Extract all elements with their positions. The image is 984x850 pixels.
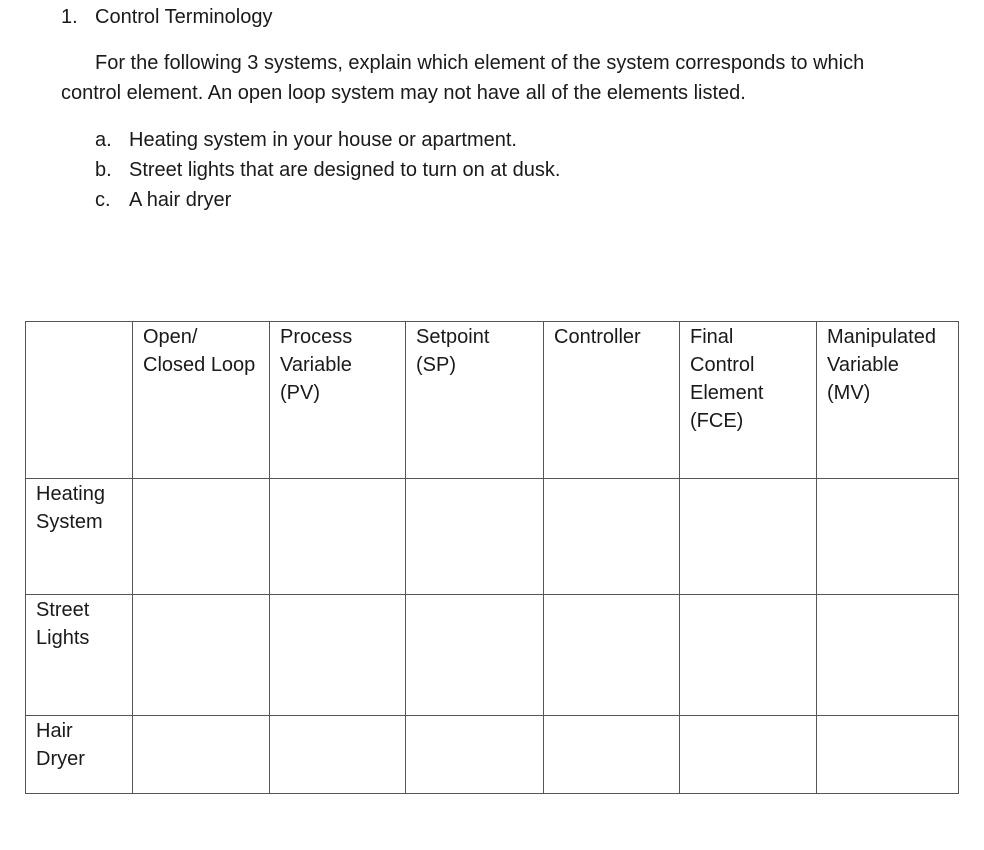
answer-cell[interactable] [133, 716, 270, 794]
row-label-line: System [36, 511, 103, 533]
header-line: Open/ [143, 326, 198, 348]
list-letter: b. [95, 159, 112, 181]
header-line: Element [690, 382, 764, 404]
control-elements-table [25, 321, 959, 794]
row-label-line: Lights [36, 627, 90, 649]
answer-cell[interactable] [406, 479, 544, 595]
question-title: Control Terminology [95, 6, 273, 28]
header-line: Variable [827, 354, 899, 376]
answer-cell[interactable] [406, 716, 544, 794]
row-label-line: Dryer [36, 748, 85, 770]
list-letter: a. [95, 129, 112, 151]
answer-cell[interactable] [680, 595, 817, 716]
header-open-closed-loop [133, 322, 270, 479]
list-item-hair-dryer [95, 185, 560, 215]
header-final-control-element [680, 322, 817, 479]
header-line: Control [690, 354, 755, 376]
row-label-street-lights [26, 595, 133, 716]
header-line: (MV) [827, 382, 871, 404]
list-item-street-lights [95, 155, 560, 185]
table-row-street-lights [26, 595, 959, 716]
header-line: (FCE) [690, 410, 744, 432]
instructions-line-2: control element. An open loop system may not have all of the elements listed. [61, 82, 746, 104]
header-process-variable [270, 322, 406, 479]
corner-cell [26, 322, 133, 479]
answer-cell[interactable] [544, 479, 680, 595]
answer-cell[interactable] [133, 595, 270, 716]
header-line: (SP) [416, 354, 456, 376]
header-line: Setpoint [416, 326, 490, 348]
header-setpoint [406, 322, 544, 479]
row-label-line: Street [36, 599, 90, 621]
header-line: Closed Loop [143, 354, 256, 376]
answer-cell[interactable] [270, 716, 406, 794]
row-label-hair-dryer [26, 716, 133, 794]
systems-list [95, 125, 560, 215]
question-number: 1. [61, 6, 78, 28]
table-row-heating-system [26, 479, 959, 595]
row-label-heating-system [26, 479, 133, 595]
header-line: Controller [554, 326, 641, 348]
answer-cell[interactable] [817, 595, 959, 716]
header-controller [544, 322, 680, 479]
header-line: Variable [280, 354, 352, 376]
answer-cell[interactable] [406, 595, 544, 716]
answer-cell[interactable] [544, 595, 680, 716]
list-text: Street lights that are designed to turn on at dusk. [129, 159, 561, 181]
answer-cell[interactable] [270, 479, 406, 595]
header-line: Process [280, 326, 353, 348]
row-label-line: Hair [36, 720, 73, 742]
list-text: Heating system in your house or apartment. [129, 129, 517, 151]
list-letter: c. [95, 189, 111, 211]
answer-cell[interactable] [817, 479, 959, 595]
list-text: A hair dryer [129, 189, 232, 211]
answer-cell[interactable] [544, 716, 680, 794]
question-heading [61, 5, 273, 29]
answer-cell[interactable] [270, 595, 406, 716]
table-row-hair-dryer [26, 716, 959, 794]
header-line: Manipulated [827, 326, 936, 348]
list-item-heating [95, 125, 560, 155]
answer-cell[interactable] [817, 716, 959, 794]
row-label-line: Heating [36, 483, 105, 505]
header-line: (PV) [280, 382, 320, 404]
table-header-row [26, 322, 959, 479]
header-line: Final [690, 326, 734, 348]
instructions-line-1: For the following 3 systems, explain which element of the system corresponds to which [95, 52, 865, 74]
instructions-paragraph [61, 48, 931, 108]
header-manipulated-variable [817, 322, 959, 479]
answer-cell[interactable] [680, 479, 817, 595]
answer-cell[interactable] [133, 479, 270, 595]
answer-cell[interactable] [680, 716, 817, 794]
